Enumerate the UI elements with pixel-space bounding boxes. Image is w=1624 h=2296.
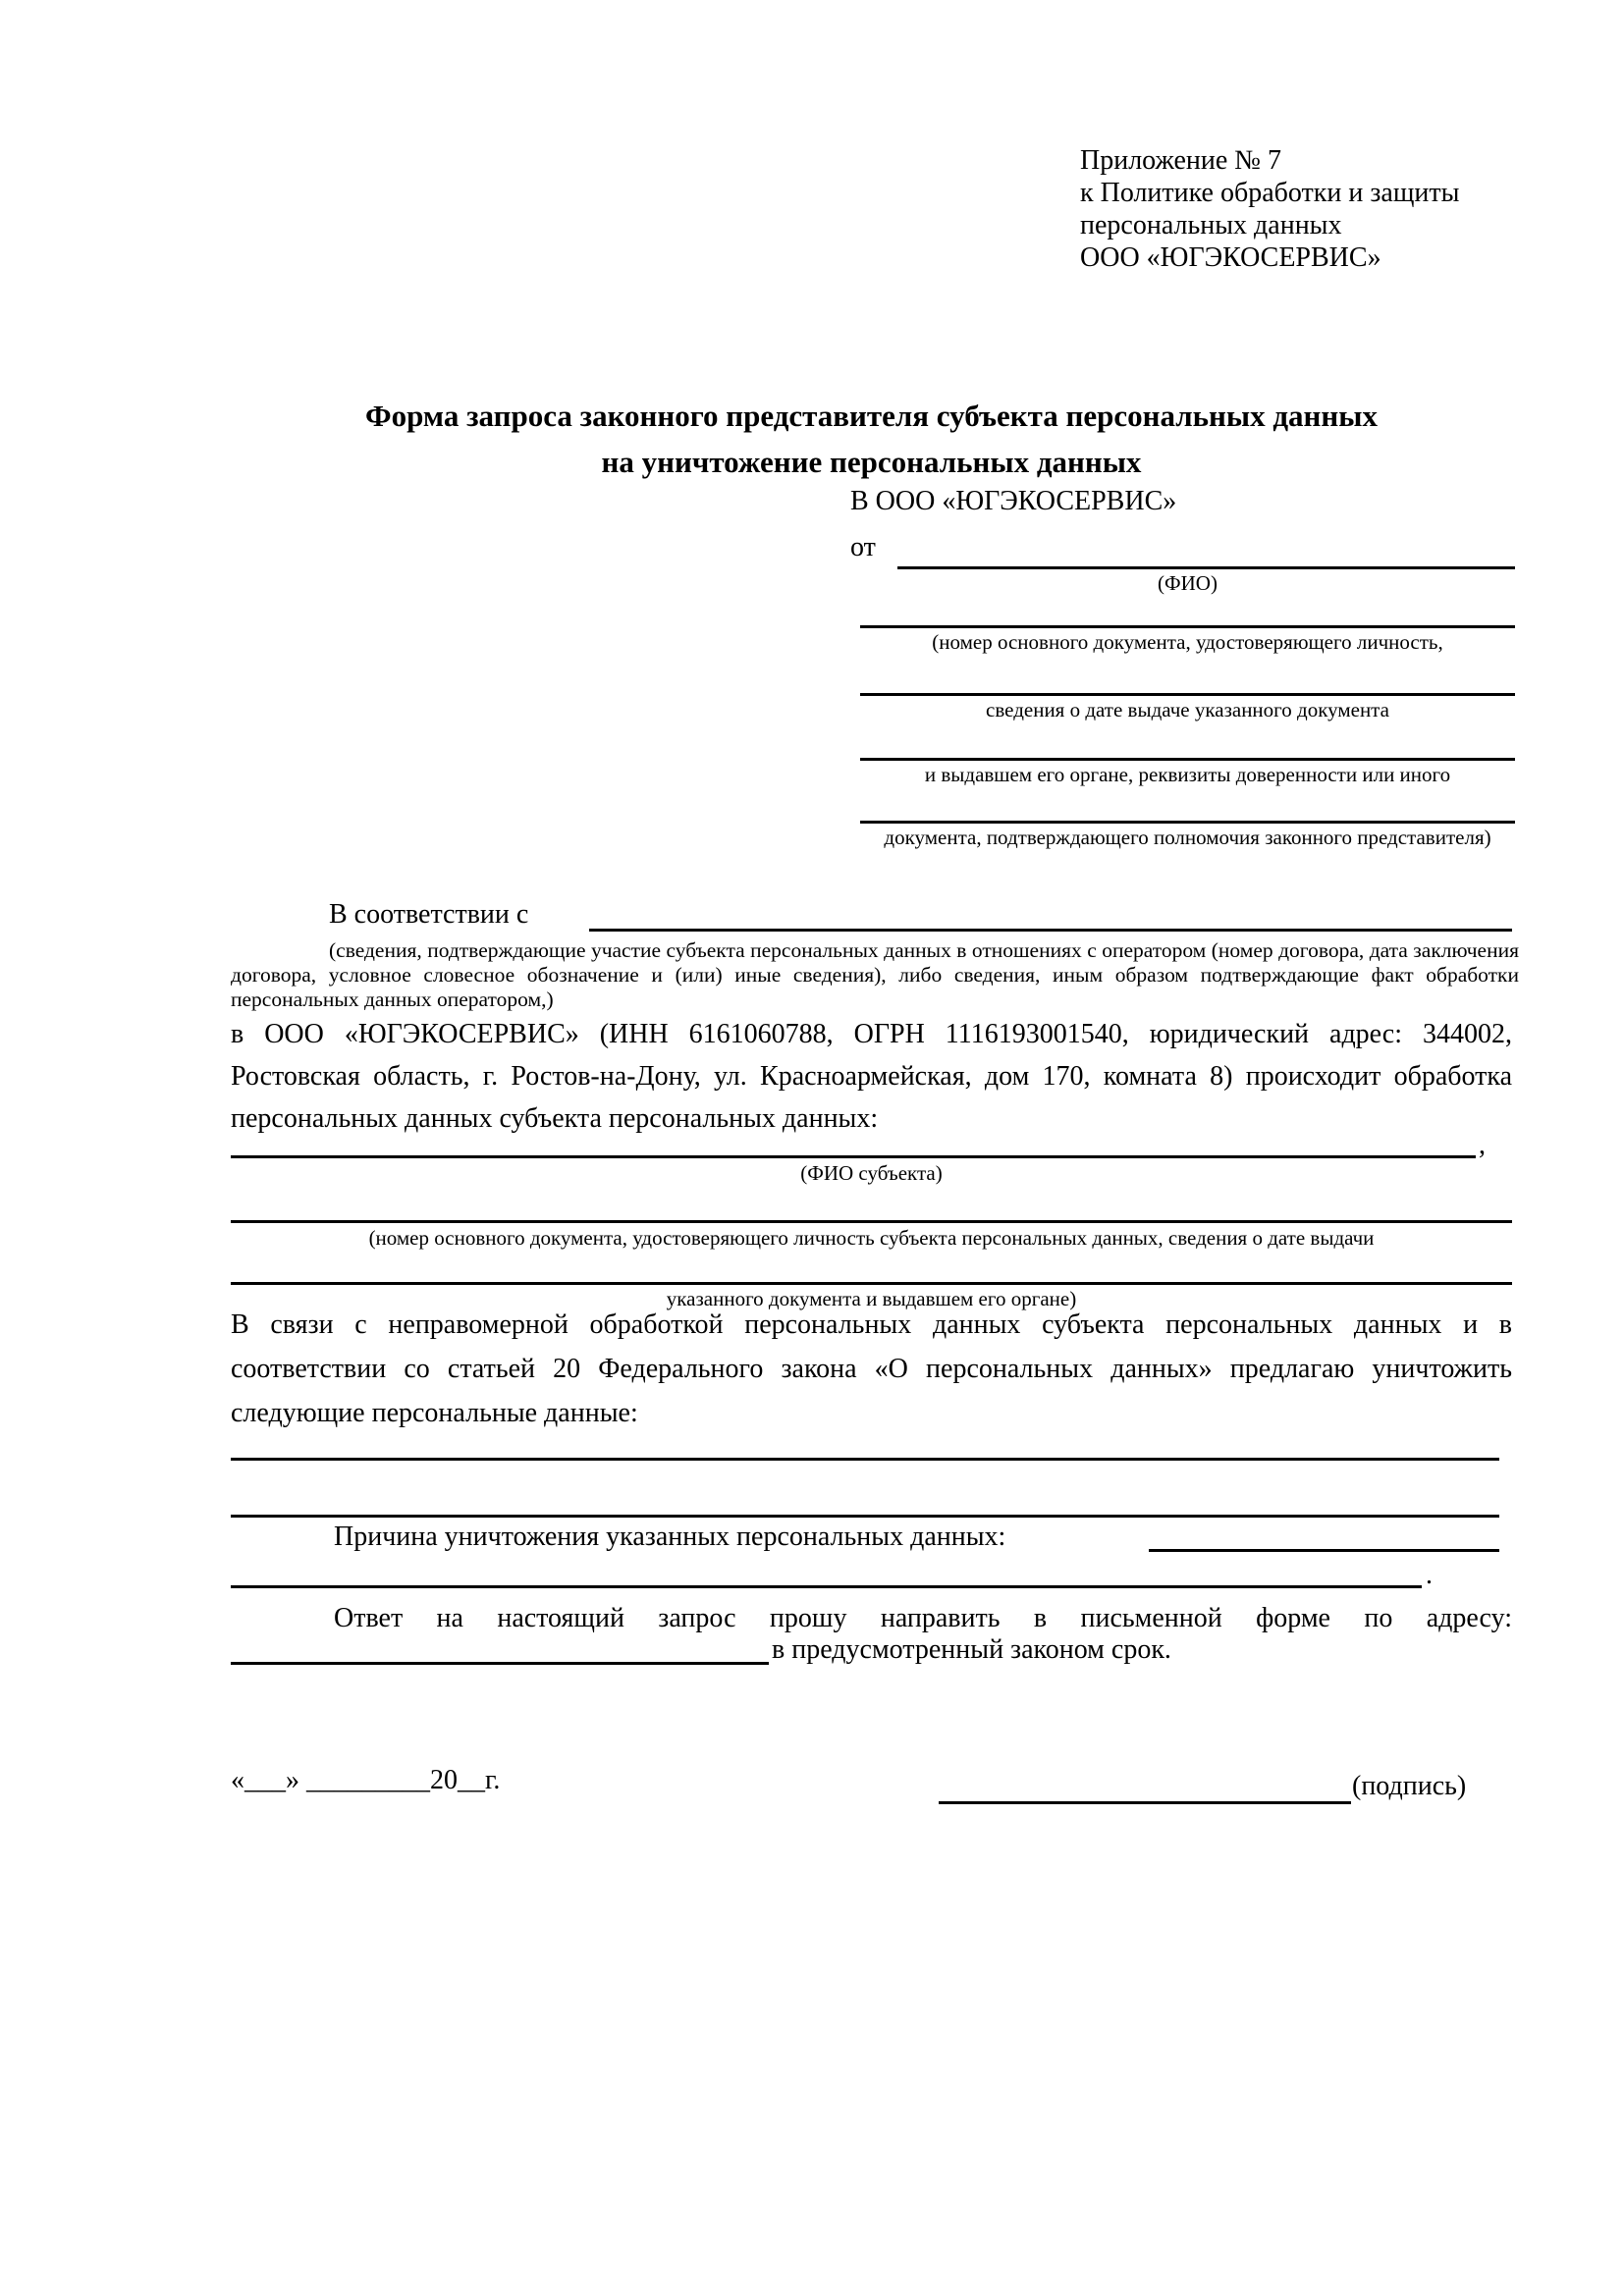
representative-doc-fill-line-3 bbox=[860, 758, 1515, 761]
from-label: от bbox=[850, 532, 876, 562]
appendix-header-line: ООО «ЮГЭКОСЕРВИС» bbox=[1080, 242, 1381, 273]
subject-comma: , bbox=[1479, 1130, 1486, 1160]
representative-doc-caption-2: сведения о дате выдаче указанного документа bbox=[986, 698, 1389, 721]
reply-paragraph: Ответ на настоящий запрос прошу направить в письменной форме по адресу: bbox=[334, 1603, 1512, 1633]
reply-tail: в предусмотренный законом срок. bbox=[772, 1634, 1171, 1665]
appendix-header-line: Приложение № 7 bbox=[1080, 145, 1281, 176]
appendix-header-line: к Политике обработки и защиты bbox=[1080, 178, 1460, 208]
demand-paragraph: В связи с неправомерной обработкой персональных данных субъекта персональных данных и в соответствии со статьей 20 Федерального закона «О персональных данных» предлагаю уничтожить следующие персональные данные: bbox=[231, 1309, 1512, 1428]
subject-doc-caption-2: указанного документа и выдавшем его органе) bbox=[666, 1287, 1077, 1310]
date-line: «___» _________20__г. bbox=[231, 1765, 501, 1795]
form-title bbox=[231, 393, 1512, 485]
form-title-line-2: на уничтожение персональных данных bbox=[601, 445, 1142, 479]
subject-doc-fill-line-2 bbox=[231, 1282, 1512, 1285]
representative-doc-fill-line-2 bbox=[860, 693, 1515, 696]
appendix-header-line: персональных данных bbox=[1080, 210, 1342, 240]
subject-fio-fill-line bbox=[231, 1155, 1476, 1158]
subject-doc-fill-line-1 bbox=[231, 1220, 1512, 1223]
reply-address-fill-line bbox=[231, 1662, 769, 1665]
sentence-period: . bbox=[1426, 1560, 1433, 1590]
representative-doc-caption-3: и выдавшем его органе, реквизиты доверенности или иного bbox=[924, 763, 1451, 786]
subject-doc-caption-1: (номер основного документа, удостоверяющего личность субъекта персональных данных, сведения о дате выдачи bbox=[368, 1226, 1375, 1250]
signature-fill-line bbox=[939, 1801, 1351, 1804]
data-fill-line-1 bbox=[231, 1458, 1499, 1461]
representative-doc-fill-line-4 bbox=[860, 821, 1515, 824]
operator-paragraph: в ООО «ЮГЭКОСЕРВИС» (ИНН 6161060788, ОГРН 1116193001540, юридический адрес: 344002, Ростовская область, г. Ростов-на-Дону, ул. Красноармейская, дом 170, комната 8) происходит обработка персональных данных субъекта персональных данных: bbox=[231, 1019, 1512, 1134]
accordance-label: В соответствии с bbox=[329, 899, 529, 930]
reason-fill-line-2 bbox=[231, 1585, 1422, 1588]
reason-fill-line-1 bbox=[1149, 1549, 1499, 1552]
data-fill-line-2 bbox=[231, 1515, 1499, 1518]
signature-caption: (подпись) bbox=[1352, 1771, 1467, 1801]
subject-fio-caption: (ФИО субъекта) bbox=[800, 1161, 943, 1185]
addressee-organization: В ООО «ЮГЭКОСЕРВИС» bbox=[850, 486, 1177, 516]
representative-doc-caption-4: документа, подтверждающего полномочия законного представителя) bbox=[884, 826, 1491, 849]
accordance-fill-line bbox=[589, 929, 1512, 932]
reason-label: Причина уничтожения указанных персональных данных: bbox=[334, 1522, 1006, 1552]
representative-doc-caption-1: (номер основного документа, удостоверяющего личность, bbox=[932, 630, 1443, 654]
form-title-line-1: Форма запроса законного представителя субъекта персональных данных bbox=[365, 399, 1378, 433]
accordance-note: (сведения, подтверждающие участие субъекта персональных данных в отношениях с оператором (номер договора, дата заключения договора, условное словесное обозначение и (или) иные сведения), либо сведения, иным образом подтверждающие факт обработки персональных данных оператором,) bbox=[231, 938, 1519, 1011]
appendix-header bbox=[1080, 144, 1542, 274]
fio-caption: (ФИО) bbox=[1158, 571, 1218, 595]
representative-doc-fill-line-1 bbox=[860, 625, 1515, 628]
from-fill-line bbox=[897, 566, 1515, 569]
